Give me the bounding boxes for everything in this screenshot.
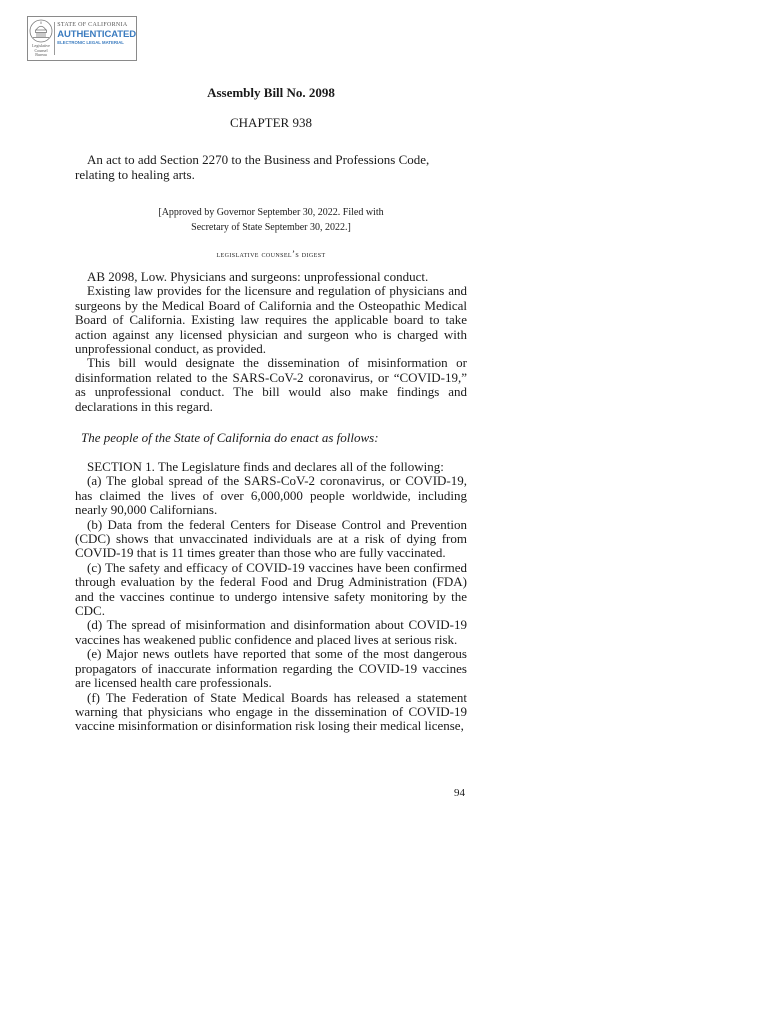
section-paragraph: (e) Major news outlets have reported that some of the most dangerous propagators of inaccurate information regarding the COVID-19 vaccines are licensed health care professionals. [75,646,467,691]
digest-paragraph: This bill would designate the dissemination of misinformation or disinformation related to the SARS-CoV-2 coronavirus, or “COVID-19,” as unprofessional conduct. The bill would also make findings and declarations in this regard. [75,355,467,414]
enacting-clause: The people of the State of California do enact as follows: [81,430,379,445]
seal-authenticated-label: AUTHENTICATED [57,29,136,40]
section-paragraph: (c) The safety and efficacy of COVID-19 vaccines have been confirmed through evaluation by the federal Food and Drug Administration (FDA) and the vaccines continue to undergo intensive safety monitoring by the CDC. [75,559,467,619]
section-paragraph: (a) The global spread of the SARS-CoV-2 coronavirus, or COVID-19, has claimed the lives of over 6,000,000 people worldwide, including nearly 90,000 Californians. [75,473,467,518]
capitol-dome-icon [28,19,54,43]
seal-bureau-name: Legislative Counsel Bureau [32,43,50,57]
chapter-number: CHAPTER 938 [230,115,312,130]
section-paragraph: SECTION 1. The Legislature finds and declares all of the following: [87,459,444,474]
section-paragraph: (d) The spread of misinformation and disinformation about COVID-19 vaccines has weakened public confidence and placed lives at serious risk. [75,617,467,647]
legislative-digest [75,270,467,414]
seal-state-label: STATE OF CALIFORNIA [57,22,128,28]
bill-title: Assembly Bill No. 2098 [207,85,335,100]
digest-heading: legislative counsel’s digest [216,249,326,259]
seal-emblem [28,17,54,60]
approval-note [115,205,427,235]
digest-paragraph: Existing law provides for the licensure and regulation of physicians and surgeons by the Medical Board of California and the Osteopathic Medical Board of California. Existing law requires the applicable board to take action against any licensed physician and surgeon who is charged with unprofessional conduct, as provided. [75,283,467,357]
seal-text [54,17,136,60]
authentication-seal [27,16,137,61]
approval-line: Secretary of State September 30, 2022.] [191,222,351,233]
section-paragraph: (b) Data from the federal Centers for Disease Control and Prevention (CDC) shows that unvaccinated individuals are at a risk of dying from COVID-19 that is 11 times greater than those who are fully vaccinated. [75,516,467,561]
approval-line: [Approved by Governor September 30, 2022. Filed with [158,207,384,218]
bill-sections [75,460,467,734]
page-number: 94 [454,787,465,799]
seal-electronic-label: ELECTRONIC LEGAL MATERIAL [57,40,124,45]
digest-paragraph: AB 2098, Low. Physicians and surgeons: unprofessional conduct. [87,269,429,284]
section-paragraph: (f) The Federation of State Medical Boards has released a statement warning that physicians who engage in the dissemination of COVID-19 vaccine misinformation or disinformation risk losing their medical license, [75,689,467,734]
act-description: An act to add Section 2270 to the Business and Professions Code, relating to healing arts. [75,152,430,182]
